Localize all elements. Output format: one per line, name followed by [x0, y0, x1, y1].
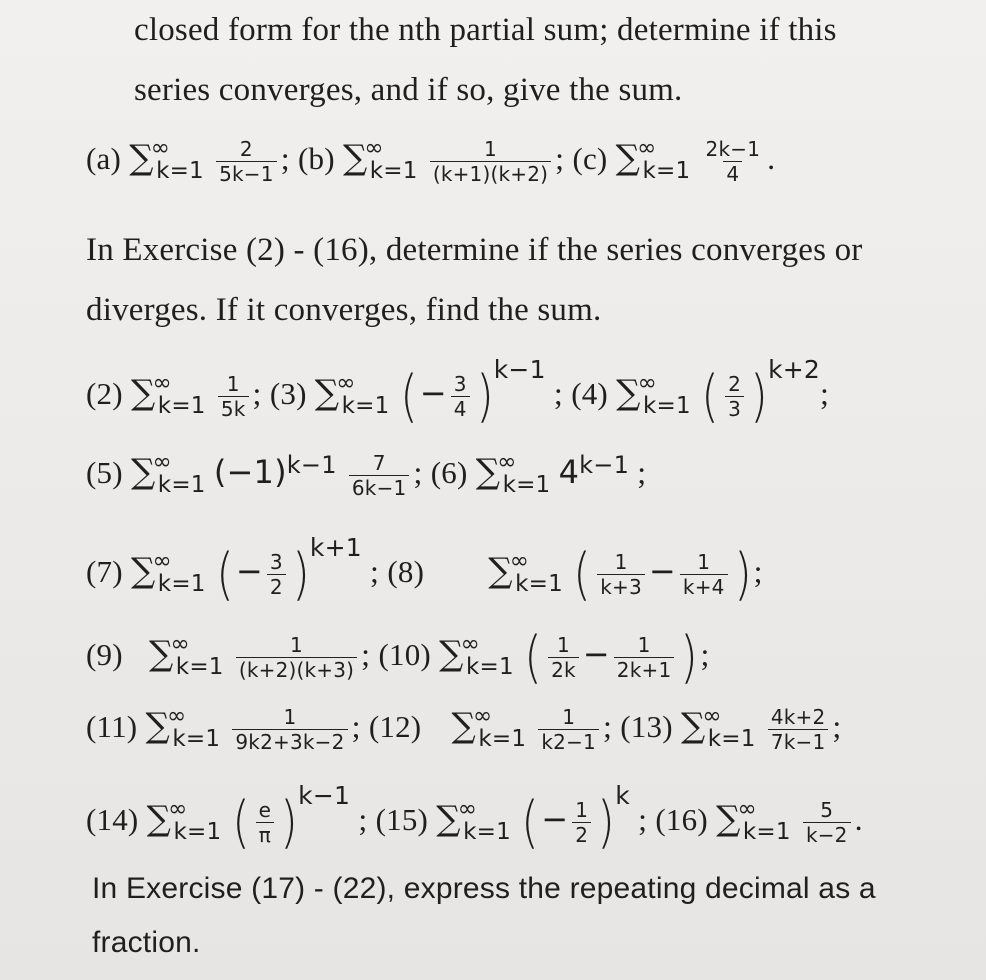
lower-limit: k=1 — [463, 818, 511, 845]
upper-limit: ∞ — [166, 703, 187, 729]
denominator: k+3 — [597, 574, 645, 598]
close-paren: ) — [680, 625, 699, 690]
period: . — [854, 800, 863, 837]
sigma: ∑ — [616, 372, 641, 413]
lower-limit: k=1 — [156, 158, 204, 184]
intro-line-1: closed form for the nth partial sum; determine if this — [134, 12, 837, 48]
instruction-2-16-line-1: In Exercise (2) - (16), determine if the series converges or — [86, 232, 863, 268]
denominator: 4 — [723, 161, 742, 185]
open-paren: ( — [521, 790, 539, 855]
sigma: ∑ — [680, 706, 706, 746]
fraction-c — [703, 138, 764, 185]
label-4: (4) — [571, 375, 608, 411]
numerator: 1 — [575, 798, 589, 822]
separator: ; — [358, 800, 368, 837]
numerator: 1 — [283, 705, 297, 730]
sigma: ∑ — [475, 452, 501, 492]
label-c: (c) — [572, 141, 608, 176]
close-paren: ) — [475, 364, 494, 429]
separator: ; — [637, 454, 647, 490]
denominator: 7k−1 — [768, 729, 829, 753]
denominator: 5k−1 — [216, 161, 277, 185]
label-12: (12) — [368, 709, 422, 744]
lower-limit: k=1 — [157, 472, 206, 498]
sigma: ∑ — [130, 452, 156, 492]
label-11: (11) — [86, 709, 138, 744]
numerator: 1 — [226, 372, 240, 396]
label-15: (15) — [375, 801, 429, 837]
fraction-8b — [680, 551, 728, 598]
upper-limit: ∞ — [637, 135, 657, 161]
minus-sign: − — [541, 799, 569, 838]
minus-sign: − — [419, 373, 447, 412]
upper-limit: ∞ — [168, 795, 188, 822]
exercise-14-16 — [86, 780, 863, 855]
numerator: 2k−1 — [705, 137, 761, 162]
separator: ; — [280, 140, 290, 176]
open-paren: ( — [216, 542, 234, 607]
numerator: 2 — [239, 137, 253, 162]
separator: ; — [252, 374, 262, 411]
denominator: k+4 — [680, 574, 728, 598]
open-paren: ( — [573, 542, 592, 607]
upper-limit: ∞ — [152, 547, 172, 574]
denominator: 2k — [548, 657, 579, 681]
period: . — [767, 140, 776, 176]
separator: ; — [555, 140, 565, 176]
minus-sign: − — [648, 551, 676, 590]
upper-limit: ∞ — [497, 449, 517, 475]
sigma: ∑ — [314, 372, 340, 413]
numerator: 1 — [637, 633, 651, 657]
alternating-sign: (−1) — [213, 453, 287, 491]
denominator: k−2 — [803, 822, 851, 846]
denominator: (k+1)(k+2) — [430, 161, 551, 185]
exercise-1-parts — [86, 135, 776, 187]
instruction-17-22-line-1: In Exercise (17) - (22), express the repeating decimal as a — [92, 872, 876, 905]
label-b: (b) — [297, 141, 335, 176]
denominator: 3 — [725, 396, 744, 420]
numerator: 1 — [697, 550, 711, 574]
sigma: ∑ — [148, 633, 174, 674]
exponent: k−1 — [286, 451, 337, 479]
upper-limit: ∞ — [473, 703, 493, 729]
exponent: k+2 — [768, 354, 821, 384]
upper-limit: ∞ — [737, 795, 757, 822]
close-paren: ) — [597, 790, 616, 855]
sigma: ∑ — [488, 550, 513, 591]
upper-limit: ∞ — [152, 449, 172, 475]
fraction-7 — [267, 551, 286, 598]
denominator: 2 — [572, 822, 591, 846]
separator: ; — [553, 374, 563, 411]
label-16: (16) — [655, 801, 708, 837]
numerator: 2 — [728, 372, 742, 396]
sigma: ∑ — [451, 706, 476, 746]
exponent: k+1 — [309, 532, 362, 562]
fraction-2 — [218, 373, 249, 420]
label-a: (a) — [86, 141, 122, 176]
label-7: (7) — [86, 553, 123, 589]
upper-limit: ∞ — [152, 369, 172, 396]
label-5: (5) — [86, 455, 123, 490]
fraction-13 — [768, 706, 829, 753]
denominator: k2−1 — [538, 729, 599, 753]
numerator: 1 — [556, 633, 570, 657]
exercise-11-13 — [86, 703, 842, 755]
fraction-14 — [256, 799, 275, 846]
exponent: k−1 — [579, 451, 630, 479]
exercise-7-8 — [86, 532, 763, 607]
close-paren: ) — [280, 790, 298, 855]
numerator: 1 — [614, 550, 628, 574]
denominator: 2k+1 — [614, 657, 675, 681]
exponent: k−1 — [493, 354, 546, 384]
instruction-2-16-line-2: diverges. If it converges, find the sum. — [86, 292, 602, 328]
lower-limit: k=1 — [175, 653, 224, 680]
upper-limit: ∞ — [702, 703, 722, 729]
exponent: k−1 — [298, 780, 351, 810]
fraction-10a — [548, 634, 579, 681]
sigma: ∑ — [129, 138, 154, 178]
open-paren: ( — [524, 625, 542, 690]
close-paren: ) — [750, 364, 768, 429]
denominator: 2 — [267, 574, 286, 598]
label-3: (3) — [269, 375, 307, 411]
numerator: 7 — [372, 451, 386, 476]
denominator: 4 — [451, 396, 470, 420]
label-10: (10) — [378, 636, 431, 672]
upper-limit: ∞ — [637, 369, 657, 396]
upper-limit: ∞ — [509, 547, 530, 574]
separator: ; — [602, 708, 613, 744]
lower-limit: k=1 — [341, 392, 390, 419]
numerator: 4k+2 — [770, 705, 826, 730]
upper-limit: ∞ — [170, 630, 190, 657]
fraction-5 — [349, 452, 410, 499]
separator: ; — [820, 374, 830, 411]
denominator: 6k−1 — [349, 475, 410, 499]
label-6: (6) — [430, 455, 468, 490]
lower-limit: k=1 — [642, 392, 691, 419]
sigma: ∑ — [146, 798, 172, 839]
lower-limit: k=1 — [157, 570, 206, 597]
open-paren: ( — [701, 364, 719, 429]
intro-line-2: series converges, and if so, give the sum. — [134, 72, 683, 108]
close-paren: ) — [733, 542, 752, 607]
fraction-10b — [614, 634, 675, 681]
separator: ; — [361, 635, 371, 672]
denominator: (k+2)(k+3) — [236, 657, 357, 681]
minus-sign: − — [235, 551, 263, 590]
base: 4 — [558, 453, 580, 491]
fraction-4 — [725, 373, 744, 420]
lower-limit: k=1 — [465, 653, 514, 680]
lower-limit: k=1 — [157, 392, 206, 419]
separator: ; — [700, 635, 710, 672]
fraction-12 — [538, 706, 599, 753]
fraction-9 — [236, 634, 357, 681]
lower-limit: k=1 — [742, 818, 791, 845]
sigma: ∑ — [145, 706, 170, 746]
separator: ; — [832, 708, 842, 744]
minus-sign: − — [582, 634, 610, 673]
open-paren: ( — [399, 364, 418, 429]
separator: ; — [351, 708, 361, 744]
separator: ; — [370, 552, 380, 589]
numerator: e — [258, 798, 272, 822]
separator: ; — [753, 552, 763, 589]
fraction-8a — [597, 551, 645, 598]
sigma: ∑ — [436, 798, 461, 839]
numerator: 3 — [269, 550, 283, 574]
label-14: (14) — [86, 801, 139, 837]
sigma: ∑ — [439, 633, 464, 674]
fraction-b — [430, 138, 551, 185]
sigma: ∑ — [130, 372, 156, 413]
numerator: 1 — [484, 137, 497, 162]
label-9: (9) — [86, 636, 123, 672]
sigma: ∑ — [615, 138, 641, 178]
separator: ; — [638, 800, 648, 837]
denominator: 5k — [218, 396, 249, 420]
lower-limit: k=1 — [478, 726, 527, 752]
close-paren: ) — [292, 542, 310, 607]
lower-limit: k=1 — [515, 570, 563, 597]
lower-limit: k=1 — [707, 726, 756, 752]
label-8: (8) — [387, 553, 425, 589]
numerator: 3 — [453, 372, 467, 396]
lower-limit: k=1 — [369, 158, 418, 184]
upper-limit: ∞ — [150, 135, 171, 161]
open-paren: ( — [231, 790, 250, 855]
lower-limit: k=1 — [642, 158, 691, 184]
exercise-9-10 — [86, 625, 710, 690]
fraction-11 — [232, 706, 347, 753]
exponent: k — [615, 780, 630, 810]
label-13: (13) — [620, 709, 673, 744]
upper-limit: ∞ — [460, 630, 480, 657]
denominator: 9k2+3k−2 — [232, 729, 347, 753]
numerator: 1 — [290, 633, 303, 657]
exercise-5-6 — [86, 449, 647, 501]
sigma: ∑ — [716, 798, 741, 839]
lower-limit: k=1 — [173, 818, 222, 845]
upper-limit: ∞ — [336, 369, 356, 396]
sigma: ∑ — [342, 138, 368, 178]
label-2: (2) — [86, 375, 123, 411]
sigma: ∑ — [130, 550, 156, 591]
fraction-15 — [572, 799, 591, 846]
numerator: 5 — [820, 798, 834, 822]
upper-limit: ∞ — [457, 795, 478, 822]
fraction-16 — [803, 799, 851, 846]
exercise-2-4 — [86, 354, 830, 429]
separator: ; — [413, 454, 423, 490]
denominator: π — [256, 822, 274, 846]
instruction-17-22-line-2: fraction. — [92, 926, 201, 959]
lower-limit: k=1 — [502, 472, 551, 498]
fraction-a — [216, 138, 277, 185]
fraction-3 — [451, 373, 470, 420]
upper-limit: ∞ — [364, 135, 384, 161]
numerator: 1 — [562, 705, 576, 730]
lower-limit: k=1 — [172, 726, 221, 752]
